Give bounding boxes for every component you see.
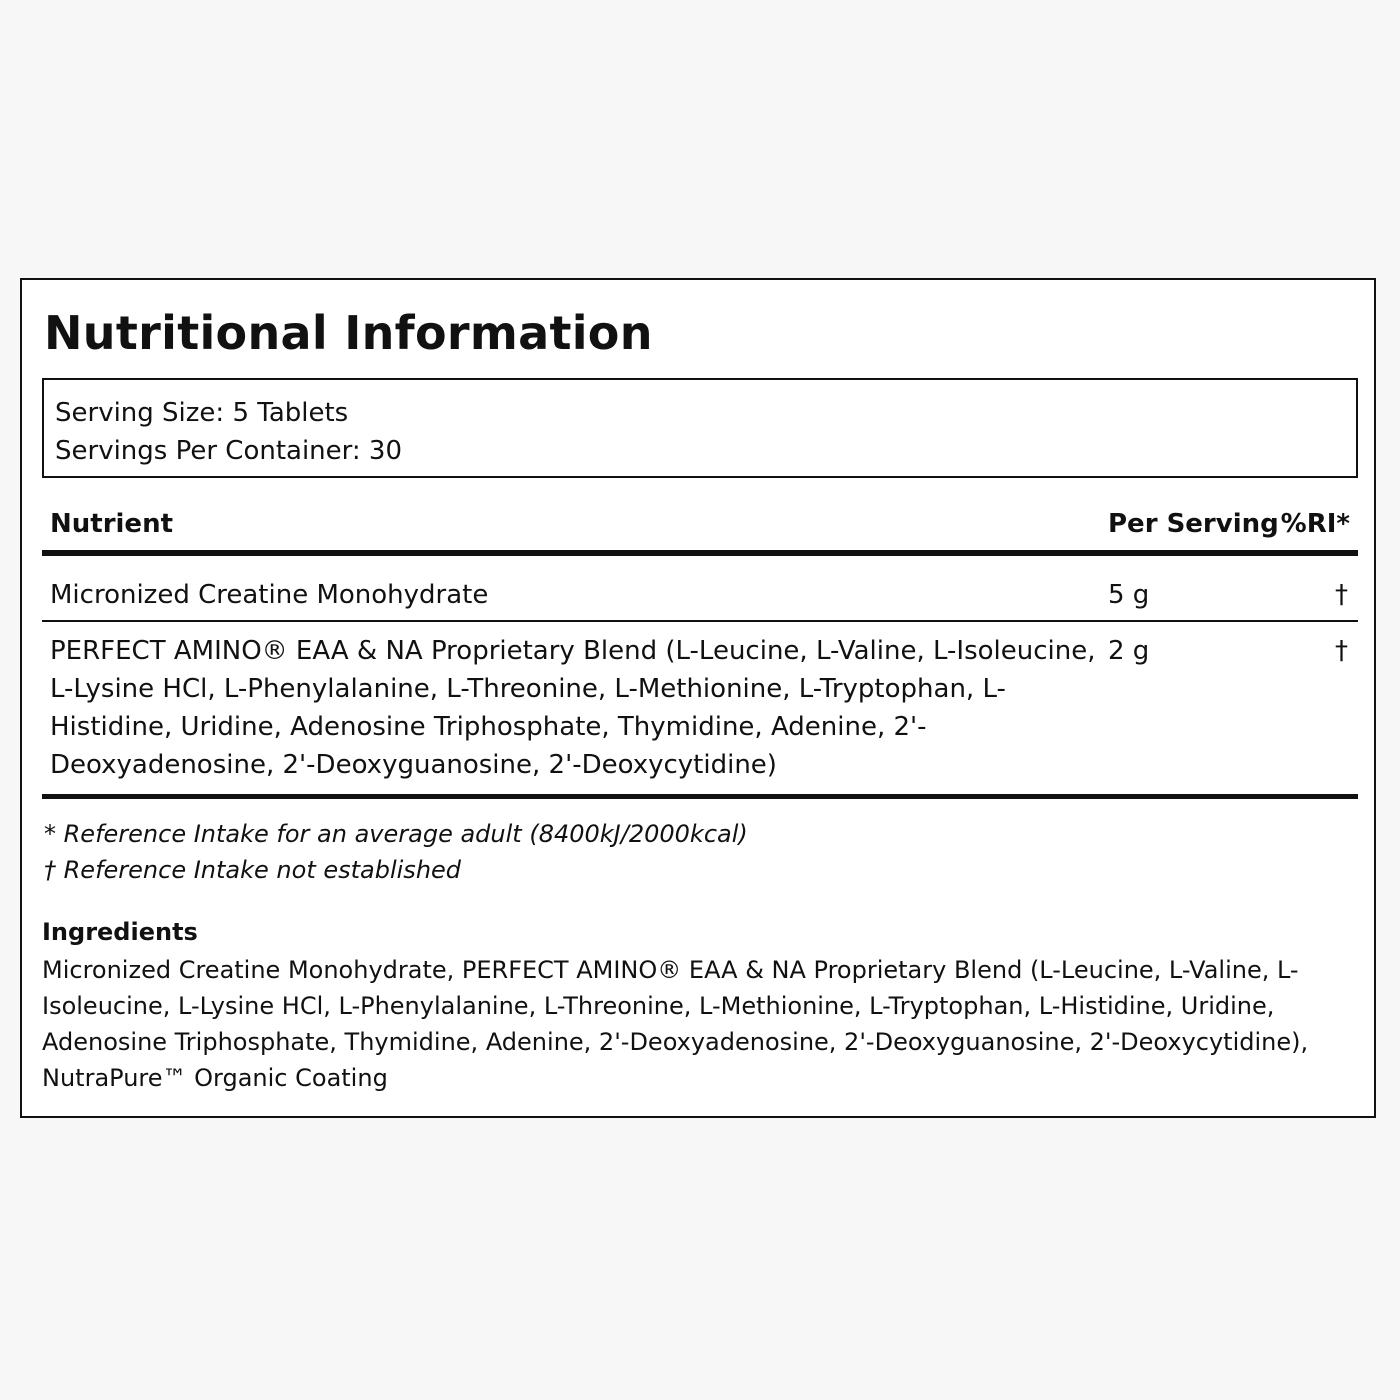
nutrition-label-panel [20, 278, 1376, 1118]
ingredients-section [42, 912, 1342, 1096]
nutrient-ri: † [1335, 636, 1348, 666]
nutrient-ri: † [1335, 580, 1348, 610]
header-per-serving: Per Serving [1108, 509, 1279, 539]
header-nutrient: Nutrient [50, 509, 174, 539]
ingredients-title: Ingredients [42, 918, 198, 946]
nutrient-per-serving: 5 g [1108, 580, 1150, 610]
footnote-not-established: † Reference Intake not established [44, 856, 462, 884]
nutrient-table [42, 504, 1358, 799]
table-header [42, 504, 1358, 556]
footnotes [44, 816, 748, 888]
nutrient-per-serving: 2 g [1108, 636, 1150, 666]
ingredients-text: Micronized Creatine Monohydrate, PERFECT AMINO® EAA & NA Proprietary Blend (L-Leucine, L-Valine, L-Isoleucine, L-Lysine HCl, L-Phenylalanine, L-Threonine, L-Methionine, L-Tryptophan, L-Histidine, Uridine, Adenosine Triphosphate, Thymidine, Adenine, 2'-Deoxyadenosine, 2'-Deoxyguanosine, 2'-Deoxycytidine), NutraPure™ Organic Coating [42, 956, 1309, 1092]
header-ri: %RI* [1280, 509, 1350, 539]
servings-per-container: Servings Per Container: 30 [55, 436, 403, 466]
nutrient-name: Micronized Creatine Monohydrate [50, 580, 489, 610]
serving-size: Serving Size: 5 Tablets [55, 398, 349, 428]
label-title: Nutritional Information [44, 306, 653, 360]
footnote-reference-intake: * Reference Intake for an average adult (8400kJ/2000kcal) [44, 820, 748, 848]
table-row [42, 556, 1358, 622]
nutrient-name: PERFECT AMINO® EAA & NA Proprietary Blend (L-Leucine, L-Valine, L-Isoleucine, L-Lysine HCl, L-Phenylalanine, L-Threonine, L-Methionine, L-Tryptophan, L-Histidine, Uridine, Adenosine Triphosphate, Thymidine, Adenine, 2'-Deoxyadenosine, 2'-Deoxyguanosine, 2'-Deoxycytidine) [50, 636, 1096, 780]
serving-info-box [42, 378, 1358, 478]
table-row [42, 622, 1358, 799]
